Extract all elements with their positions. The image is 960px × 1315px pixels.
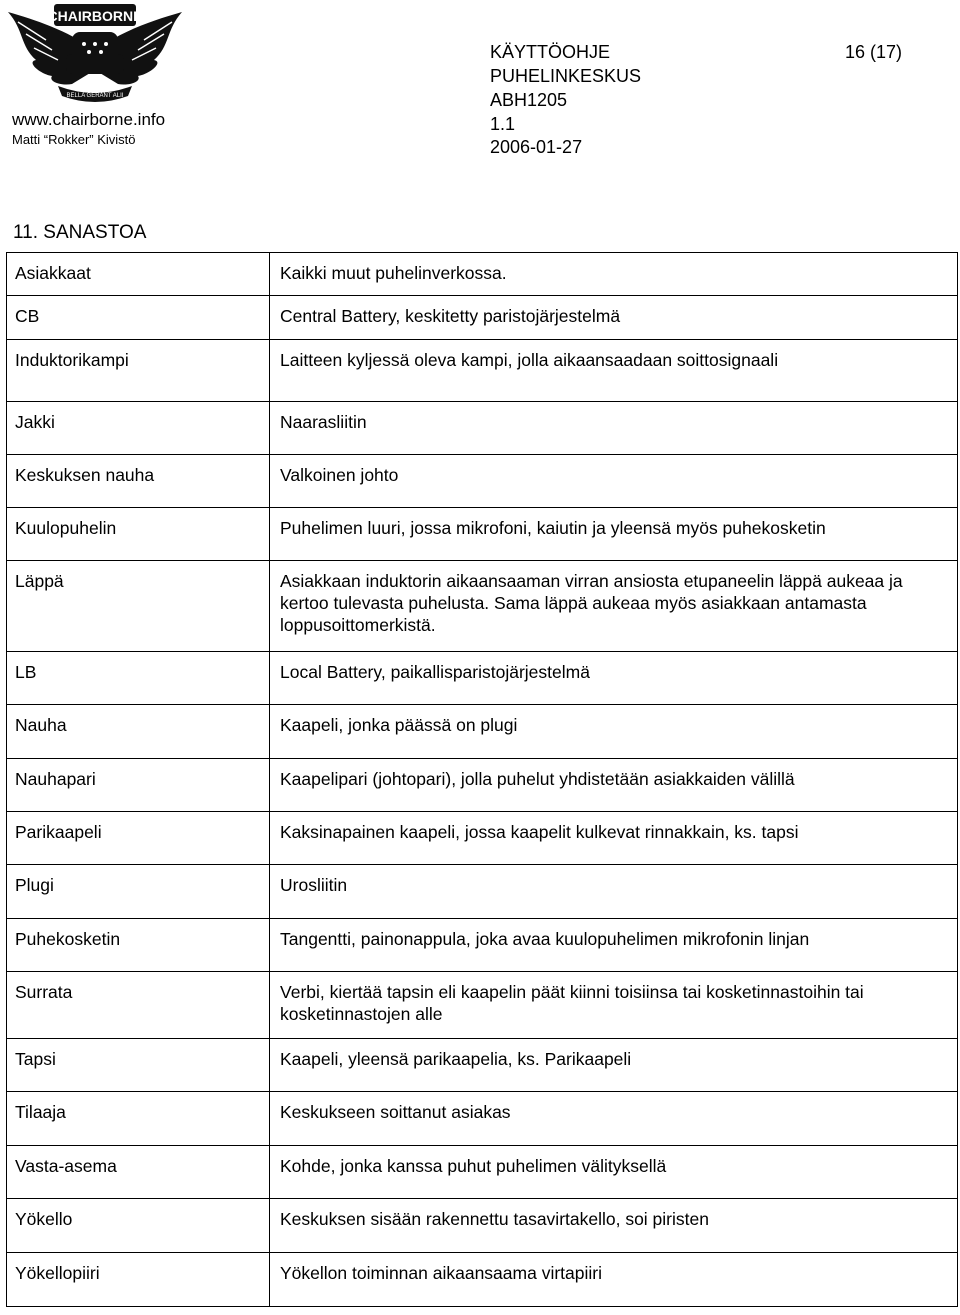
doc-version: 1.1 bbox=[490, 114, 516, 134]
definition: Tangentti, painonappula, joka avaa kuulopuhelimen mikrofonin linjan bbox=[270, 919, 958, 972]
table-row bbox=[7, 1092, 958, 1146]
definition: Laitteen kyljessä oleva kampi, jolla aikaansaadaan soittosignaali bbox=[270, 340, 958, 402]
definition: Puhelimen luuri, jossa mikrofoni, kaiutin ja yleensä myös puhekosketin bbox=[270, 508, 958, 561]
table-row bbox=[7, 865, 958, 919]
term: Nauhapari bbox=[7, 759, 270, 812]
glossary-table bbox=[6, 252, 958, 1307]
term: Induktorikampi bbox=[7, 340, 270, 402]
definition: Kaapelipari (johtopari), jolla puhelut yhdistetään asiakkaiden välillä bbox=[270, 759, 958, 812]
definition: Kaapeli, jonka päässä on plugi bbox=[270, 705, 958, 759]
table-row bbox=[7, 1199, 958, 1253]
table-row bbox=[7, 1146, 958, 1199]
section-title: 11. SANASTOA bbox=[13, 222, 147, 243]
doc-date: 2006-01-27 bbox=[490, 137, 583, 157]
table-row bbox=[7, 972, 958, 1039]
page-number: 16 (17) bbox=[845, 42, 903, 62]
definition: Asiakkaan induktorin aikaansaaman virran ansiosta etupaneelin läppä aukeaa ja kertoo tulevasta puhelusta. Sama läppä aukeaa myös asiakkaan antamasta loppusoittomerkistä. bbox=[270, 561, 958, 652]
doc-code: ABH1205 bbox=[490, 90, 568, 110]
term: Tapsi bbox=[7, 1039, 270, 1092]
definition: Yökellon toiminnan aikaansaama virtapiiri bbox=[270, 1253, 958, 1307]
table-row bbox=[7, 253, 958, 296]
term: Kuulopuhelin bbox=[7, 508, 270, 561]
table-row bbox=[7, 296, 958, 340]
definition: Verbi, kiertää tapsin eli kaapelin päät kiinni toisiinsa tai kosketinnastoihin tai kosketinnastojen alle bbox=[270, 972, 958, 1039]
definition: Valkoinen johto bbox=[270, 455, 958, 508]
doc-title: PUHELINKESKUS bbox=[490, 66, 642, 86]
term: Plugi bbox=[7, 865, 270, 919]
definition: Keskukseen soittanut asiakas bbox=[270, 1092, 958, 1146]
definition: Keskuksen sisään rakennettu tasavirtakello, soi piristen bbox=[270, 1199, 958, 1253]
table-row bbox=[7, 652, 958, 705]
table-row bbox=[7, 812, 958, 865]
logo-text: CHAIRBORNE bbox=[47, 8, 143, 24]
term: Puhekosketin bbox=[7, 919, 270, 972]
logo-subtext: BELLA GERANT ALII bbox=[66, 93, 124, 99]
term: Asiakkaat bbox=[7, 253, 270, 296]
definition: Kohde, jonka kanssa puhut puhelimen välityksellä bbox=[270, 1146, 958, 1199]
term: Yökellopiiri bbox=[7, 1253, 270, 1307]
term: Parikaapeli bbox=[7, 812, 270, 865]
term: Jakki bbox=[7, 402, 270, 455]
term: Tilaaja bbox=[7, 1092, 270, 1146]
table-row bbox=[7, 561, 958, 652]
definition: Kaapeli, yleensä parikaapelia, ks. Parikaapeli bbox=[270, 1039, 958, 1092]
table-row bbox=[7, 455, 958, 508]
term: Yökello bbox=[7, 1199, 270, 1253]
chairborne-logo bbox=[6, 0, 184, 108]
term: Keskuksen nauha bbox=[7, 455, 270, 508]
term: Läppä bbox=[7, 561, 270, 652]
table-row bbox=[7, 508, 958, 561]
table-row bbox=[7, 1253, 958, 1307]
table-row bbox=[7, 705, 958, 759]
term: Surrata bbox=[7, 972, 270, 1039]
doc-type: KÄYTTÖOHJE bbox=[490, 42, 611, 62]
term: Vasta-asema bbox=[7, 1146, 270, 1199]
table-row bbox=[7, 340, 958, 402]
table-row bbox=[7, 402, 958, 455]
definition: Local Battery, paikallisparistojärjestelmä bbox=[270, 652, 958, 705]
term: Nauha bbox=[7, 705, 270, 759]
definition: Kaksinapainen kaapeli, jossa kaapelit kulkevat rinnakkain, ks. tapsi bbox=[270, 812, 958, 865]
definition: Central Battery, keskitetty paristojärjestelmä bbox=[270, 296, 958, 340]
definition: Kaikki muut puhelinverkossa. bbox=[270, 253, 958, 296]
definition: Urosliitin bbox=[270, 865, 958, 919]
table-row bbox=[7, 919, 958, 972]
term: LB bbox=[7, 652, 270, 705]
table-row bbox=[7, 1039, 958, 1092]
table-row bbox=[7, 759, 958, 812]
author: Matti “Rokker” Kivistö bbox=[12, 132, 136, 147]
website-link[interactable]: www.chairborne.info bbox=[12, 110, 166, 129]
definition: Naarasliitin bbox=[270, 402, 958, 455]
term: CB bbox=[7, 296, 270, 340]
